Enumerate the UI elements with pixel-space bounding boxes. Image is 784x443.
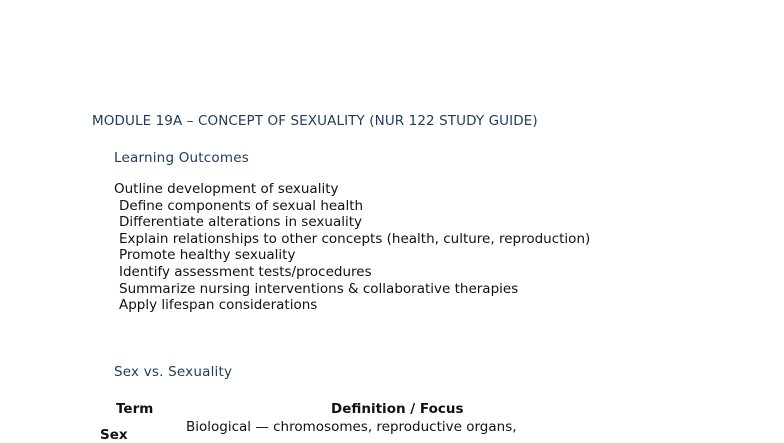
table-header-term: Term	[116, 401, 154, 417]
list-item: Explain relationships to other concepts (health, culture, reproduction)	[119, 230, 591, 247]
list-item: Identify assessment tests/procedures	[119, 263, 372, 280]
table-cell-term: Sex	[100, 427, 128, 443]
learning-outcomes-heading: Learning Outcomes	[114, 150, 249, 166]
list-item: Promote healthy sexuality	[119, 247, 296, 264]
list-item: Define components of sexual health	[119, 197, 364, 214]
list-item: Differentiate alterations in sexuality	[119, 214, 363, 231]
sex-vs-sexuality-heading: Sex vs. Sexuality	[114, 364, 233, 380]
document-title: MODULE 19A – CONCEPT OF SEXUALITY (NUR 122 STUDY GUIDE)	[92, 113, 538, 129]
table-header-definition: Definition / Focus	[331, 401, 464, 417]
list-item: Outline development of sexuality	[114, 181, 339, 197]
list-item: Summarize nursing interventions & collaborative therapies	[119, 280, 519, 297]
table-cell-definition: Biological — chromosomes, reproductive organs,	[186, 419, 517, 435]
list-item: Apply lifespan considerations	[119, 297, 318, 314]
